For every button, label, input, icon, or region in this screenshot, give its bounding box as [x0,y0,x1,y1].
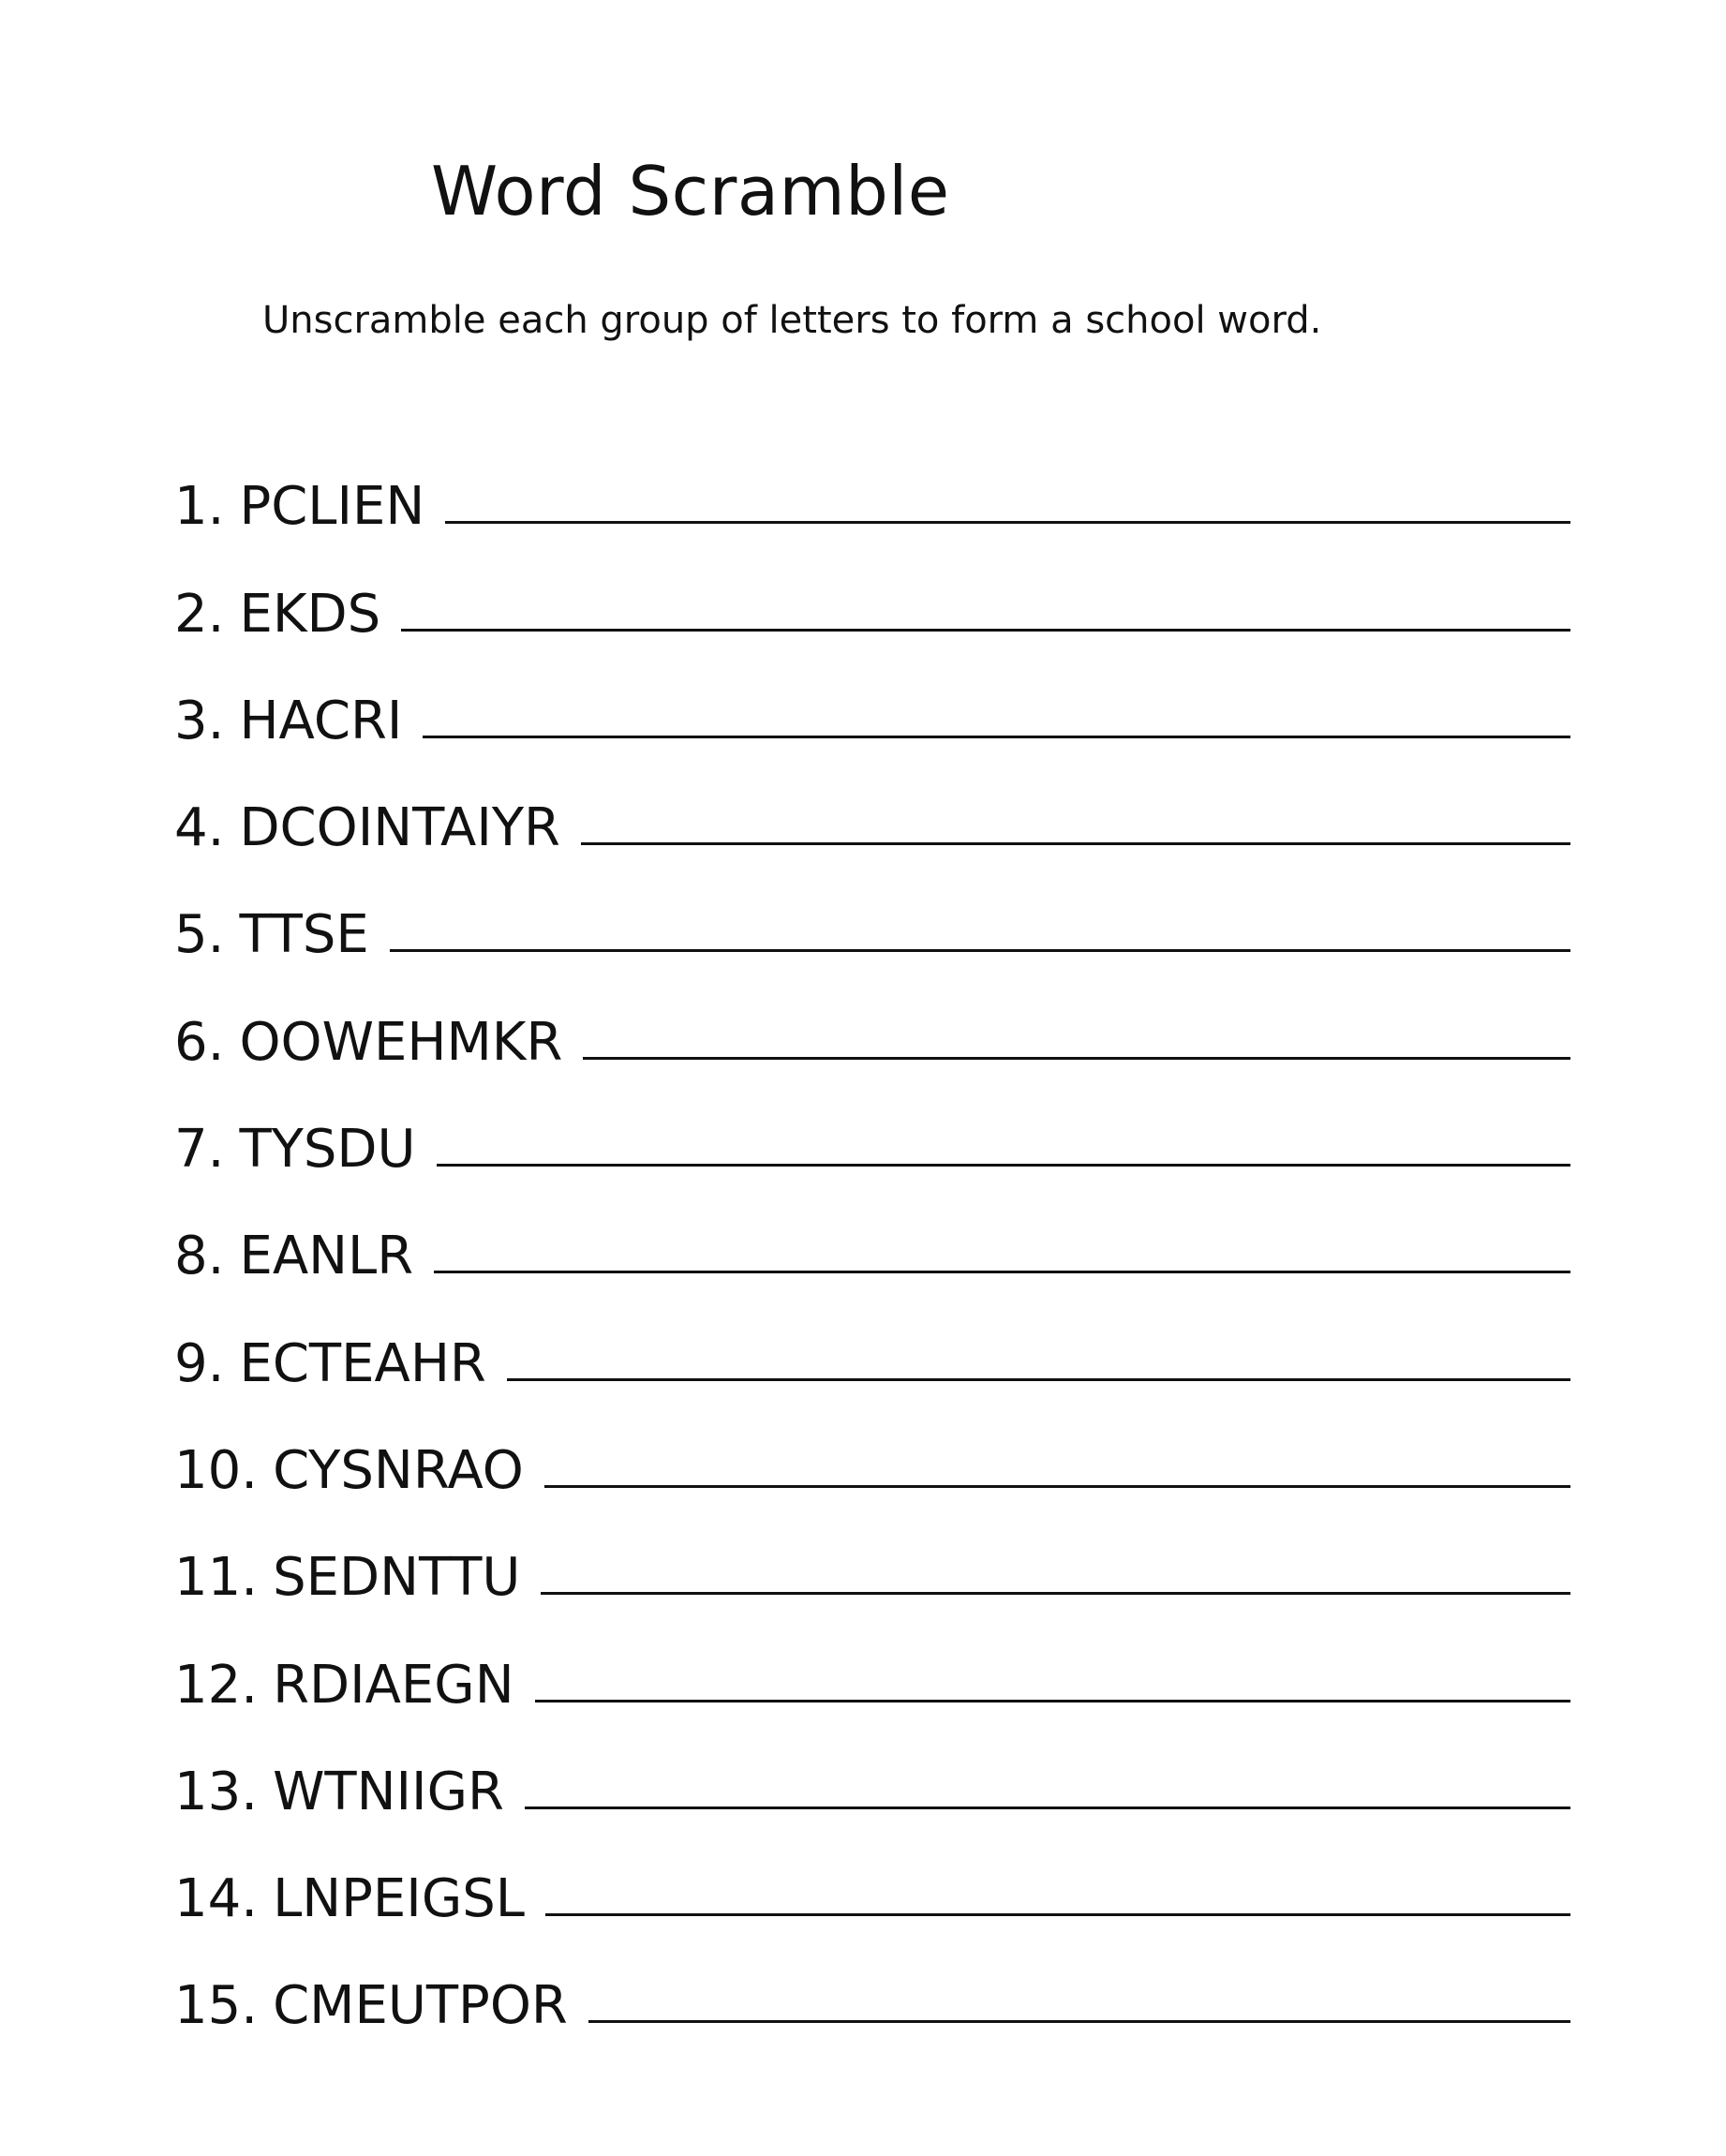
answer-line [507,1378,1570,1381]
answer-line [445,521,1570,524]
scrambled-word: LNPEIGSL [273,1868,525,1930]
answer-line [583,1057,1570,1060]
item-number: 2. [174,583,225,645]
scramble-item [174,748,1570,859]
item-number: 11. [174,1547,259,1609]
scramble-item [174,1069,1570,1181]
item-number: 6. [174,1011,225,1073]
item-number: 9. [174,1332,225,1394]
scramble-item [174,1283,1570,1394]
scrambled-word: EKDS [239,583,381,645]
scrambled-word: HACRI [239,690,403,751]
item-number: 3. [174,690,225,751]
scrambled-word: OOWEHMKR [239,1011,563,1073]
scramble-item [174,961,1570,1073]
answer-line [401,629,1570,632]
answer-line [535,1700,1570,1702]
scramble-list [174,426,1570,2037]
scrambled-word: RDIAEGN [273,1654,514,1716]
scramble-item [174,855,1570,966]
answer-line [525,1807,1570,1809]
answer-line [434,1271,1570,1273]
scrambled-word: ECTEAHR [239,1332,486,1394]
worksheet-instructions: Unscramble each group of letters to form a school word. [262,299,1322,342]
worksheet-title: Word Scramble [431,152,950,230]
item-number: 12. [174,1654,259,1716]
answer-line [581,842,1570,845]
item-number: 4. [174,797,225,859]
scrambled-word: CMEUTPOR [273,1975,568,2037]
item-number: 1. [174,476,225,538]
item-number: 10. [174,1439,259,1501]
scramble-item [174,1926,1570,2037]
answer-line [437,1164,1570,1167]
scramble-item [174,641,1570,751]
answer-line [588,2020,1570,2023]
scrambled-word: SEDNTTU [273,1547,521,1609]
scrambled-word: EANLR [239,1226,414,1287]
scramble-item [174,1390,1570,1501]
item-number: 14. [174,1868,259,1930]
scramble-item [174,1712,1570,1822]
scrambled-word: DCOINTAIYR [239,797,560,859]
scrambled-word: PCLIEN [239,476,425,538]
item-number: 8. [174,1226,225,1287]
scrambled-word: CYSNRAO [273,1439,524,1501]
item-number: 13. [174,1761,259,1822]
scrambled-word: TTSE [239,904,369,966]
scramble-item [174,1604,1570,1716]
scrambled-word: WTNIIGR [273,1761,504,1822]
answer-line [544,1485,1570,1488]
answer-line [390,949,1570,952]
answer-line [545,1913,1570,1916]
scramble-item [174,1176,1570,1287]
item-number: 15. [174,1975,259,2037]
scramble-item [174,533,1570,645]
item-number: 7. [174,1119,225,1181]
item-number: 5. [174,904,225,966]
scramble-item [174,426,1570,538]
answer-line [541,1592,1570,1595]
scramble-item [174,1819,1570,1930]
answer-line [423,736,1570,738]
scramble-item [174,1497,1570,1609]
scrambled-word: TYSDU [239,1119,416,1181]
